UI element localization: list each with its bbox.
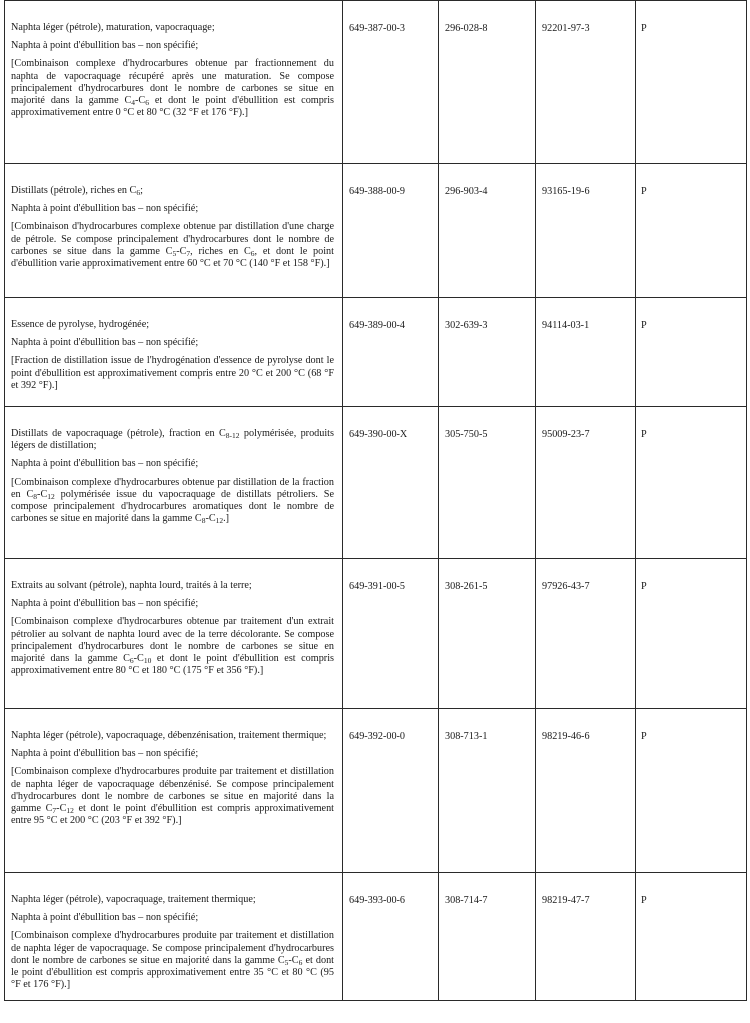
substance-description-cell [5,1,343,164]
substance-name: Naphta léger (pétrole), vapocraquage, traitement thermique; [11,894,256,905]
index-number: 649-393-00-6 [343,873,439,1001]
cas-number: 93165-19-6 [536,164,636,298]
substance-description-cell [5,709,343,873]
substance-description-cell [5,559,343,709]
table-row [5,298,747,407]
notes-code: P [636,559,747,709]
table-row [5,1,747,164]
cas-number: 95009-23-7 [536,407,636,559]
substance-definition: [Combinaison d'hydrocarbures complexe obtenue par distillation d'une charge de pétrole. Se compose principalement d'hydrocarbures dont le nombre de carbones se situe dans la gamme $C_5-C_7$, riches en $C_6$, et dont le point d'ébullition varie approximativement entre 60 °C et 70 °C (140 °F et 158 °F).] [11,221,334,270]
substance-note: Naphta à point d'ébullition bas – non spécifié; [11,203,199,215]
ec-number: 296-903-4 [439,164,536,298]
substance-description-cell [5,873,343,1001]
substance-name: Essence de pyrolyse, hydrogénée; [11,319,150,330]
substance-table [4,0,747,1001]
index-number: 649-390-00-X [343,407,439,559]
cas-number: 98219-47-7 [536,873,636,1001]
notes-code: P [636,1,747,164]
substance-definition: [Combinaison complexe d'hydrocarbures obtenue par distillation de la fraction en $C_8-C_{12}$ polymérisée issue du vapocraquage de distillats pétroliers. Se compose principalement d'hydrocarbures aromatiques dont le nombre de carbones se situe en majorité dans la gamme $C_8-C_{12}$.] [11,476,334,526]
ec-number: 305-750-5 [439,407,536,559]
substance-note: Naphta à point d'ébullition bas – non spécifié; [11,337,199,349]
cas-number: 98219-46-6 [536,709,636,873]
table-row [5,709,747,873]
substance-name: Naphta léger (pétrole), vapocraquage, débenzénisation, traitement thermique; [11,730,327,741]
substance-note: Naphta à point d'ébullition bas – non spécifié; [11,598,199,610]
substance-name: Extraits au solvant (pétrole), naphta lourd, traités à la terre; [11,580,252,591]
substance-description-cell [5,407,343,559]
substance-name: Distillats (pétrole), riches en $C_6$; [11,185,143,197]
table-row [5,407,747,559]
index-number: 649-388-00-9 [343,164,439,298]
cas-number: 97926-43-7 [536,559,636,709]
substance-note: Naphta à point d'ébullition bas – non spécifié; [11,748,199,760]
substance-note: Naphta à point d'ébullition bas – non spécifié; [11,458,199,470]
substance-definition: [Fraction de distillation issue de l'hydrogénation d'essence de pyrolyse dont le point d'ébullition est approximativement compris entre 20 °C et 200 °C (68 °F et 392 °F).] [11,355,334,391]
substance-definition: [Combinaison complexe d'hydrocarbures obtenue par fractionnement du naphta de vapocraquage récupéré après une maturation. Se compose principalement d'hydrocarbures dont le nombre de carbones se situe en majorité dans la gamme $C_4-C_6$ et dont le point d'ébullition est compris approximativement entre 0 °C et 80 °C (32 °F et 176 °F).] [11,58,334,119]
substance-note: Naphta à point d'ébullition bas – non spécifié; [11,912,199,924]
index-number: 649-391-00-5 [343,559,439,709]
index-number: 649-389-00-4 [343,298,439,407]
table-row [5,559,747,709]
table-row [5,873,747,1001]
cas-number: 92201-97-3 [536,1,636,164]
table-row [5,164,747,298]
ec-number: 308-713-1 [439,709,536,873]
substance-note: Naphta à point d'ébullition bas – non spécifié; [11,40,199,52]
substance-name: Distillats de vapocraquage (pétrole), fraction en $C_{8-12}$ polymérisée, produits légers de distillation; [11,428,334,452]
index-number: 649-387-00-3 [343,1,439,164]
notes-code: P [636,298,747,407]
ec-number: 302-639-3 [439,298,536,407]
substance-definition: [Combinaison complexe d'hydrocarbures produite par traitement et distillation de naphta léger de vapocraquage. Se compose principalement d'hydrocarbures dont le nombre de carbones se situe en majorité dans la gamme $C_5-C_6$ et dont le point d'ébullition est compris approximativement entre 35 °C et 80 °C (95 °F et 176 °F).] [11,930,334,991]
index-number: 649-392-00-0 [343,709,439,873]
notes-code: P [636,164,747,298]
notes-code: P [636,407,747,559]
notes-code: P [636,873,747,1001]
substance-name: Naphta léger (pétrole), maturation, vapocraquage; [11,22,215,33]
substance-description-cell [5,298,343,407]
ec-number: 296-028-8 [439,1,536,164]
substance-definition: [Combinaison complexe d'hydrocarbures obtenue par traitement d'un extrait pétrolier au solvant de naphta lourd avec de la terre décolorante. Se compose principalement d'hydrocarbures dont le nombre de carbones se situe en majorité dans la gamme $C_6-C_{10}$ et dont le point d'ébullition est compris approximativement entre 80 °C et 180 °C (175 °F et 356 °F).] [11,616,334,677]
substance-description-cell [5,164,343,298]
ec-number: 308-261-5 [439,559,536,709]
notes-code: P [636,709,747,873]
cas-number: 94114-03-1 [536,298,636,407]
substance-definition: [Combinaison complexe d'hydrocarbures produite par traitement et distillation de naphta léger de vapocraquage débenzénisé. Se compose principalement d'hydrocarbures dont le nombre de carbones se situe en majorité dans la gamme $C_7-C_{12}$ et dont le point d'ébullition est compris approximativement entre 95 °C et 200 °C (203 °F et 392 °F).] [11,766,335,827]
ec-number: 308-714-7 [439,873,536,1001]
